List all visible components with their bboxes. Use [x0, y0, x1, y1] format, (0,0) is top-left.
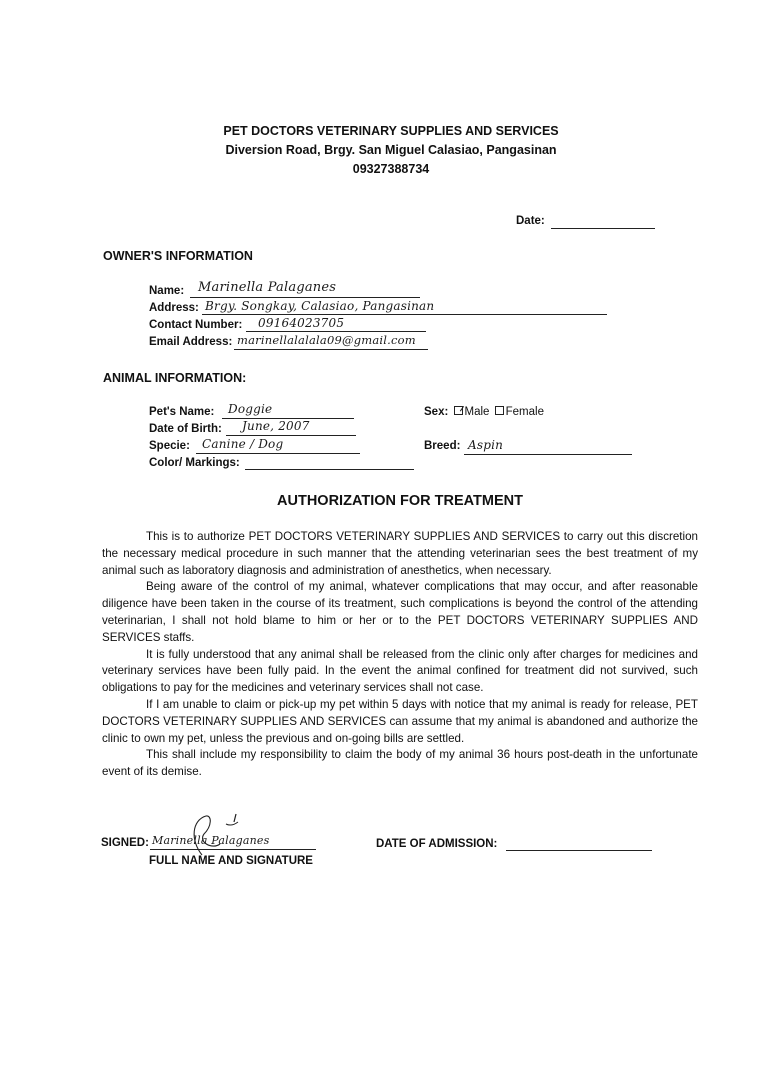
- authorization-paragraph-1: This is to authorize PET DOCTORS VETERINARY SUPPLIES AND SERVICES to carry out this discretion the necessary medical procedure in such manner that the attending veterinarian sees the best treatment of my animal such as laboratory diagnosis and administration of anesthetics, when necessary.: [102, 530, 698, 577]
- color-markings-label: Color/ Markings:: [149, 457, 240, 469]
- signature-caption: FULL NAME AND SIGNATURE: [149, 855, 313, 867]
- admission-date-label: DATE OF ADMISSION:: [376, 838, 498, 850]
- sex-male-checkbox[interactable]: [454, 406, 463, 415]
- owner-address-value: Brgy. Songkay, Calasiao, Pangasinan: [205, 299, 435, 313]
- specie-line: [196, 453, 360, 454]
- breed-value: Aspin: [468, 438, 504, 452]
- owner-contact-label: Contact Number:: [149, 319, 243, 331]
- pet-name-value: Doggie: [228, 402, 273, 416]
- dob-label: Date of Birth:: [149, 423, 222, 435]
- owner-email-value: marinellalalala09@gmail.com: [237, 333, 416, 347]
- date-label: Date:: [516, 215, 545, 227]
- authorization-title: AUTHORIZATION FOR TREATMENT: [277, 493, 523, 509]
- authorization-paragraph-5: This shall include my responsibility to claim the body of my animal 36 hours post-death in the unfortunate event of its demise.: [102, 748, 698, 779]
- sex-male-label: Male: [464, 406, 490, 418]
- company-address: Diversion Road, Brgy. San Miguel Calasiao, Pangasinan: [225, 143, 557, 157]
- signature-value: Marinella Palaganes: [152, 834, 270, 847]
- owner-contact-value: 09164023705: [258, 316, 345, 330]
- sex-field: [424, 406, 544, 418]
- owner-name-line: [190, 297, 420, 298]
- pet-name-label: Pet's Name:: [149, 406, 215, 418]
- specie-label: Specie:: [149, 440, 190, 452]
- owner-address-label: Address:: [149, 302, 199, 314]
- animal-section-title: ANIMAL INFORMATION:: [103, 371, 247, 385]
- breed-label: Breed:: [424, 440, 461, 452]
- company-name: PET DOCTORS VETERINARY SUPPLIES AND SERVICES: [223, 124, 559, 138]
- company-phone: 09327388734: [352, 162, 430, 176]
- breed-line: [464, 454, 632, 455]
- signed-label: SIGNED:: [101, 837, 149, 849]
- authorization-paragraph-3: It is fully understood that any animal shall be released from the clinic only after charges for medicines and veterinary services have been fully paid. In the event the animal confined for treatment did not survived, such obligations to pay for the medicines and veterinary services shall not case.: [102, 647, 698, 695]
- authorization-body: [102, 529, 698, 781]
- owner-contact-line: [246, 331, 426, 332]
- signature-flourish: [172, 810, 242, 860]
- sex-female-label: Female: [505, 406, 544, 418]
- owner-address-line: [202, 314, 607, 315]
- authorization-paragraph-2: Being aware of the control of my animal, whatever complications that may occur, and after reasonable diligence have been taken in the course of its treatment, such complications is beyond the control of the attending veterinarian, I shall not hold blame to him or her or to the PET DOCTORS VETERINARY SUPPLIES AND SERVICES staffs.: [102, 580, 698, 644]
- owner-section-title: OWNER'S INFORMATION: [103, 249, 253, 263]
- sex-female-checkbox[interactable]: [495, 406, 504, 415]
- color-markings-line: [245, 469, 414, 470]
- dob-line: [226, 435, 356, 436]
- specie-value: Canine / Dog: [202, 437, 284, 451]
- sex-label: Sex:: [424, 406, 449, 418]
- admission-date-line: [506, 850, 652, 851]
- dob-value: June, 2007: [242, 419, 310, 433]
- authorization-paragraph-4: If I am unable to claim or pick-up my pet within 5 days with notice that my animal is ready for release, PET DOCTORS VETERINARY SUPPLIES AND SERVICES can assume that my animal is abandoned and authorize the clinic to own my pet, unless the previous and on-going bills are settled.: [102, 697, 698, 745]
- date-line: [551, 228, 655, 229]
- owner-email-label: Email Address:: [149, 336, 233, 348]
- owner-name-label: Name:: [149, 285, 185, 297]
- owner-email-line: [234, 349, 428, 350]
- owner-name-value: Marinella Palaganes: [198, 280, 337, 295]
